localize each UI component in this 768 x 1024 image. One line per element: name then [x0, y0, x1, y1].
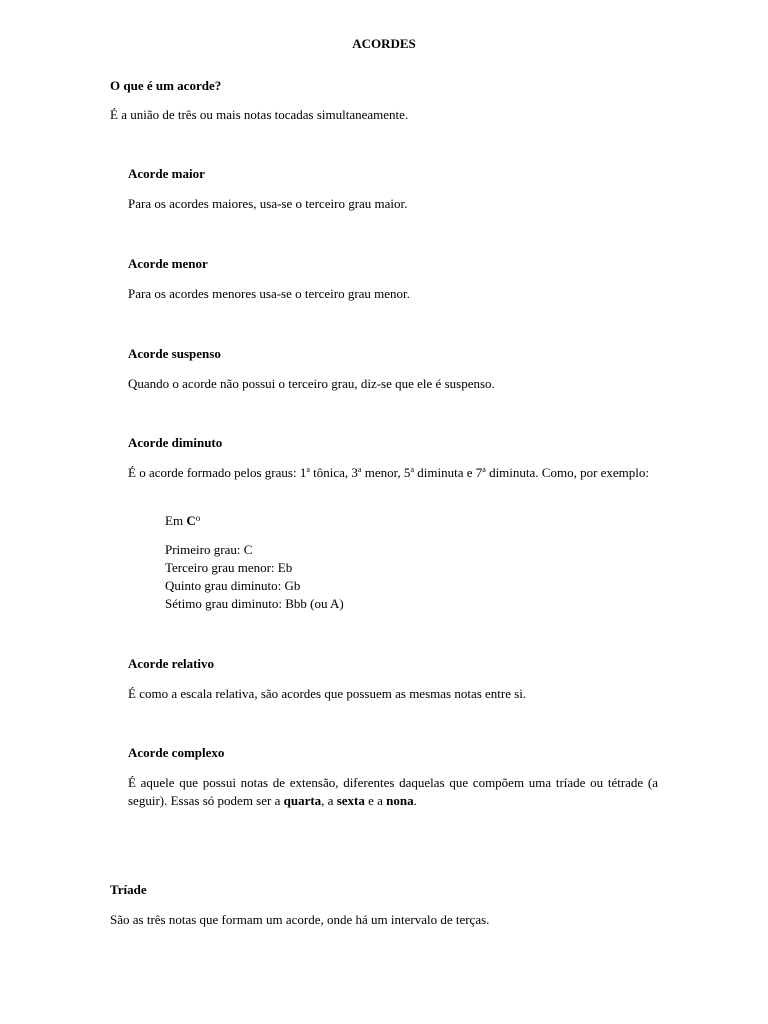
- diminuto-text-c: menor, 5: [361, 465, 411, 480]
- complexo-heading: Acorde complexo: [128, 745, 225, 760]
- diminuto-text-e: diminuta. Como, por exemplo:: [485, 465, 650, 480]
- example-prefix: Em: [165, 513, 187, 528]
- term-nona: nona: [386, 793, 414, 808]
- diminuto-text-d: diminuta e 7: [414, 465, 483, 480]
- ordinal-1: a: [306, 465, 310, 474]
- term-quarta: quarta: [283, 793, 322, 808]
- suspenso-heading: Acorde suspenso: [128, 346, 221, 361]
- page-title: ACORDES: [352, 36, 416, 51]
- complexo-text-c: e a: [364, 793, 387, 808]
- ordinal-7: a: [482, 465, 486, 474]
- relativo-text: É como a escala relativa, são acordes que possuem as mesmas notas entre si.: [128, 686, 527, 701]
- degree-item: Sétimo grau diminuto: Bbb (ou A): [165, 596, 344, 611]
- triade-text: São as três notas que formam um acorde, onde há um intervalo de terças.: [110, 912, 490, 927]
- degree-list: [165, 541, 645, 613]
- relativo-heading: Acorde relativo: [128, 656, 215, 671]
- ordinal-5: a: [410, 465, 414, 474]
- degree-item: Quinto grau diminuto: Gb: [165, 578, 301, 593]
- complexo-text-b: , a: [321, 793, 337, 808]
- degree-item: Primeiro grau: C: [165, 542, 253, 557]
- diminuto-text-a: É o acorde formado pelos graus: 1: [128, 465, 307, 480]
- triade-heading: Tríade: [110, 882, 147, 897]
- example-chord: C: [186, 513, 196, 528]
- ordinal-3: a: [357, 465, 362, 474]
- maior-text: Para os acordes maiores, usa-se o terceiro grau maior.: [128, 196, 408, 211]
- intro-heading: O que é um acorde?: [110, 78, 222, 93]
- degree-item: Terceiro grau menor: Eb: [165, 560, 293, 575]
- suspenso-text: Quando o acorde não possui o terceiro grau, diz-se que ele é suspenso.: [128, 376, 495, 391]
- complexo-paragraph: [128, 774, 658, 810]
- menor-text: Para os acordes menores usa-se o terceiro grau menor.: [128, 286, 410, 301]
- menor-heading: Acorde menor: [128, 256, 208, 271]
- diminuto-paragraph: [128, 464, 658, 482]
- term-sexta: sexta: [336, 793, 365, 808]
- diminuto-text-b: tônica, 3: [309, 465, 358, 480]
- intro-text: É a união de três ou mais notas tocadas simultaneamente.: [110, 107, 409, 122]
- example-chord-line: [165, 512, 645, 530]
- complexo-text-a: É aquele que possui notas de extensão, diferentes daquelas que compõem uma tríade ou tétrade (a seguir). Essas só podem ser a: [128, 775, 658, 808]
- degree-symbol: o: [195, 513, 201, 523]
- diminuto-heading: Acorde diminuto: [128, 435, 223, 450]
- complexo-text-d: .: [413, 793, 417, 808]
- maior-heading: Acorde maior: [128, 166, 205, 181]
